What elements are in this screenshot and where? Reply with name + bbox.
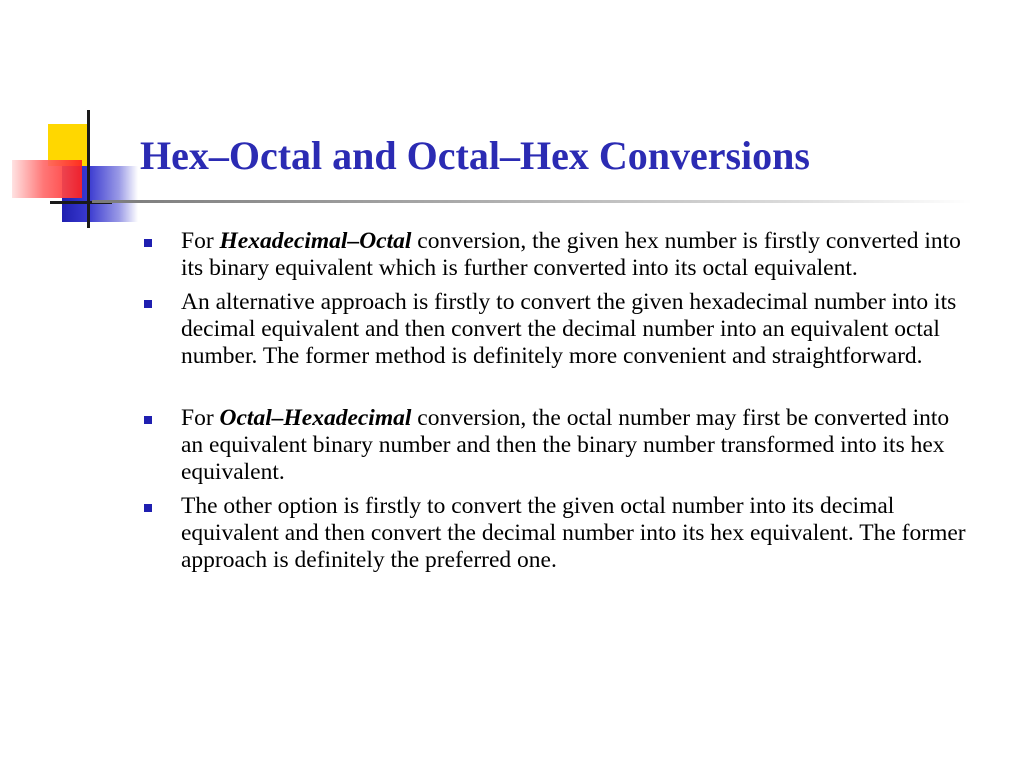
bullet-list (140, 228, 970, 574)
bullet-item (140, 493, 970, 574)
logo-decoration (0, 0, 150, 240)
bullet-emphasis: Octal–Hexadecimal (219, 405, 412, 431)
red-square (12, 160, 82, 198)
bullet-prefix: For (181, 405, 220, 431)
bullet-item (140, 228, 970, 282)
title-underline (92, 200, 972, 203)
bullet-text: conversion, the given hex number is firstly converted into its binary equivalent which is further converted into its octal equivalent. (181, 228, 961, 281)
bullet-square-icon (144, 416, 152, 424)
bullet-text: The other option is firstly to convert the given octal number into its decimal equivalent and then convert the decimal number into its hex equivalent. The former approach is definitely the preferred one. (181, 493, 966, 573)
vertical-line (87, 110, 90, 228)
bullet-item (140, 289, 970, 370)
bullet-prefix: For (181, 228, 220, 254)
bullet-square-icon (144, 504, 152, 512)
bullet-text: conversion, the octal number may first be converted into an equivalent binary number and then the binary number transformed into its hex equivalent. (181, 405, 950, 485)
slide-title: Hex–Octal and Octal–Hex Conversions (140, 133, 810, 178)
bullet-square-icon (144, 239, 152, 247)
bullet-emphasis: Hexadecimal–Octal (219, 228, 412, 254)
bullet-square-icon (144, 300, 152, 308)
bullet-item (140, 405, 970, 486)
bullet-text: An alternative approach is firstly to convert the given hexadecimal number into its decimal equivalent and then convert the decimal number into an equivalent octal number. The former method is definitely more convenient and straightforward. (181, 289, 957, 369)
